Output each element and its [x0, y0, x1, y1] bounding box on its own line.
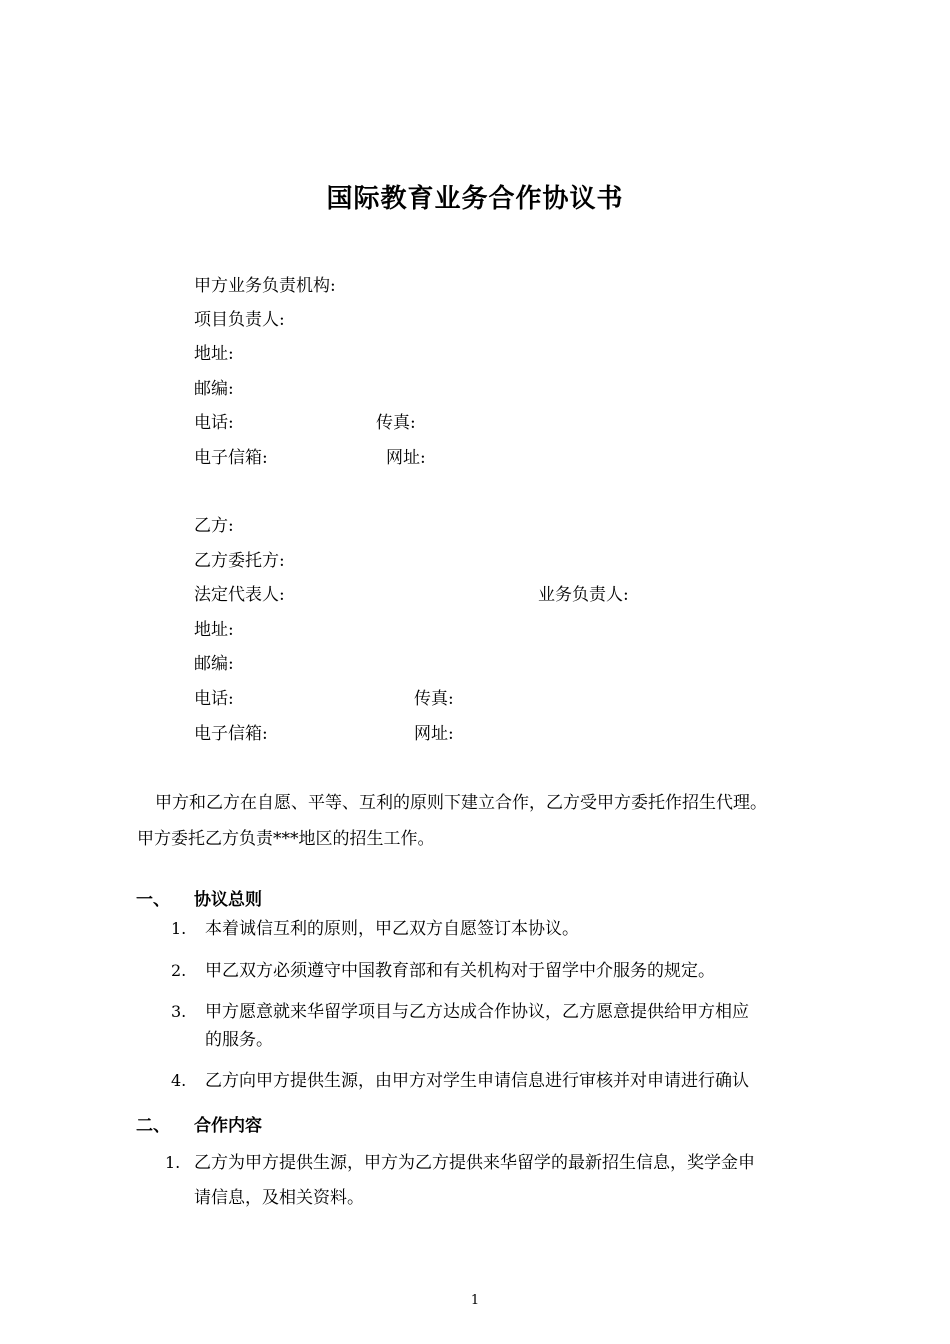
- section-1-item-2-number: 2.: [171, 961, 187, 980]
- section-2-item-1-text-line-2: 请信息，及相关资料。: [194, 1188, 364, 1208]
- section-1-item-1-number: 1.: [171, 919, 187, 938]
- section-1-item-1-text: 本着诚信互利的原则，甲乙双方自愿签订本协议。: [205, 919, 579, 939]
- party-b-business-lead-label: 业务负责人:: [538, 585, 629, 605]
- party-a-postcode-label: 邮编:: [194, 379, 234, 399]
- party-b-email-label: 电子信箱:: [194, 724, 268, 744]
- section-1-item-3-number: 3.: [171, 1002, 187, 1021]
- section-2-item-1-number: 1.: [165, 1153, 181, 1172]
- section-1-item-4-number: 4.: [171, 1071, 187, 1090]
- intro-line-2: 甲方委托乙方负责***地区的招生工作。: [137, 829, 435, 849]
- page-number: 1: [470, 1293, 480, 1308]
- section-2-number: 二、: [136, 1116, 170, 1136]
- section-2-title: 合作内容: [194, 1116, 262, 1136]
- party-a-website-label: 网址:: [386, 448, 426, 468]
- section-1-item-2-text: 甲乙双方必须遵守中国教育部和有关机构对于留学中介服务的规定。: [205, 961, 715, 981]
- party-a-project-lead-label: 项目负责人:: [194, 310, 285, 330]
- section-1-item-4-text: 乙方向甲方提供生源，由甲方对学生申请信息进行审核并对申请进行确认: [205, 1071, 749, 1091]
- party-a-email-label: 电子信箱:: [194, 448, 268, 468]
- section-1-title: 协议总则: [194, 890, 262, 910]
- party-b-fax-label: 传真:: [414, 689, 454, 709]
- party-a-address-label: 地址:: [194, 344, 234, 364]
- party-a-fax-label: 传真:: [376, 413, 416, 433]
- section-1-item-3-text-line-2: 的服务。: [205, 1030, 273, 1050]
- document-title: 国际教育业务合作协议书: [326, 184, 624, 214]
- section-2-item-1-text-line-1: 乙方为甲方提供生源，甲方为乙方提供来华留学的最新招生信息，奖学金申: [194, 1153, 755, 1173]
- section-1-number: 一、: [136, 890, 170, 910]
- party-b-name-label: 乙方:: [194, 516, 234, 536]
- party-b-phone-label: 电话:: [194, 689, 234, 709]
- intro-line-1: 甲方和乙方在自愿、平等、互利的原则下建立合作，乙方受甲方委托作招生代理。: [155, 793, 767, 813]
- party-a-org-label: 甲方业务负责机构:: [194, 276, 336, 296]
- party-b-address-label: 地址:: [194, 620, 234, 640]
- section-1-item-3-text-line-1: 甲方愿意就来华留学项目与乙方达成合作协议，乙方愿意提供给甲方相应: [205, 1002, 749, 1022]
- party-b-website-label: 网址:: [414, 724, 454, 744]
- party-b-postcode-label: 邮编:: [194, 654, 234, 674]
- party-a-phone-label: 电话:: [194, 413, 234, 433]
- party-b-delegate-label: 乙方委托方:: [194, 551, 285, 571]
- party-b-legal-rep-label: 法定代表人:: [194, 585, 285, 605]
